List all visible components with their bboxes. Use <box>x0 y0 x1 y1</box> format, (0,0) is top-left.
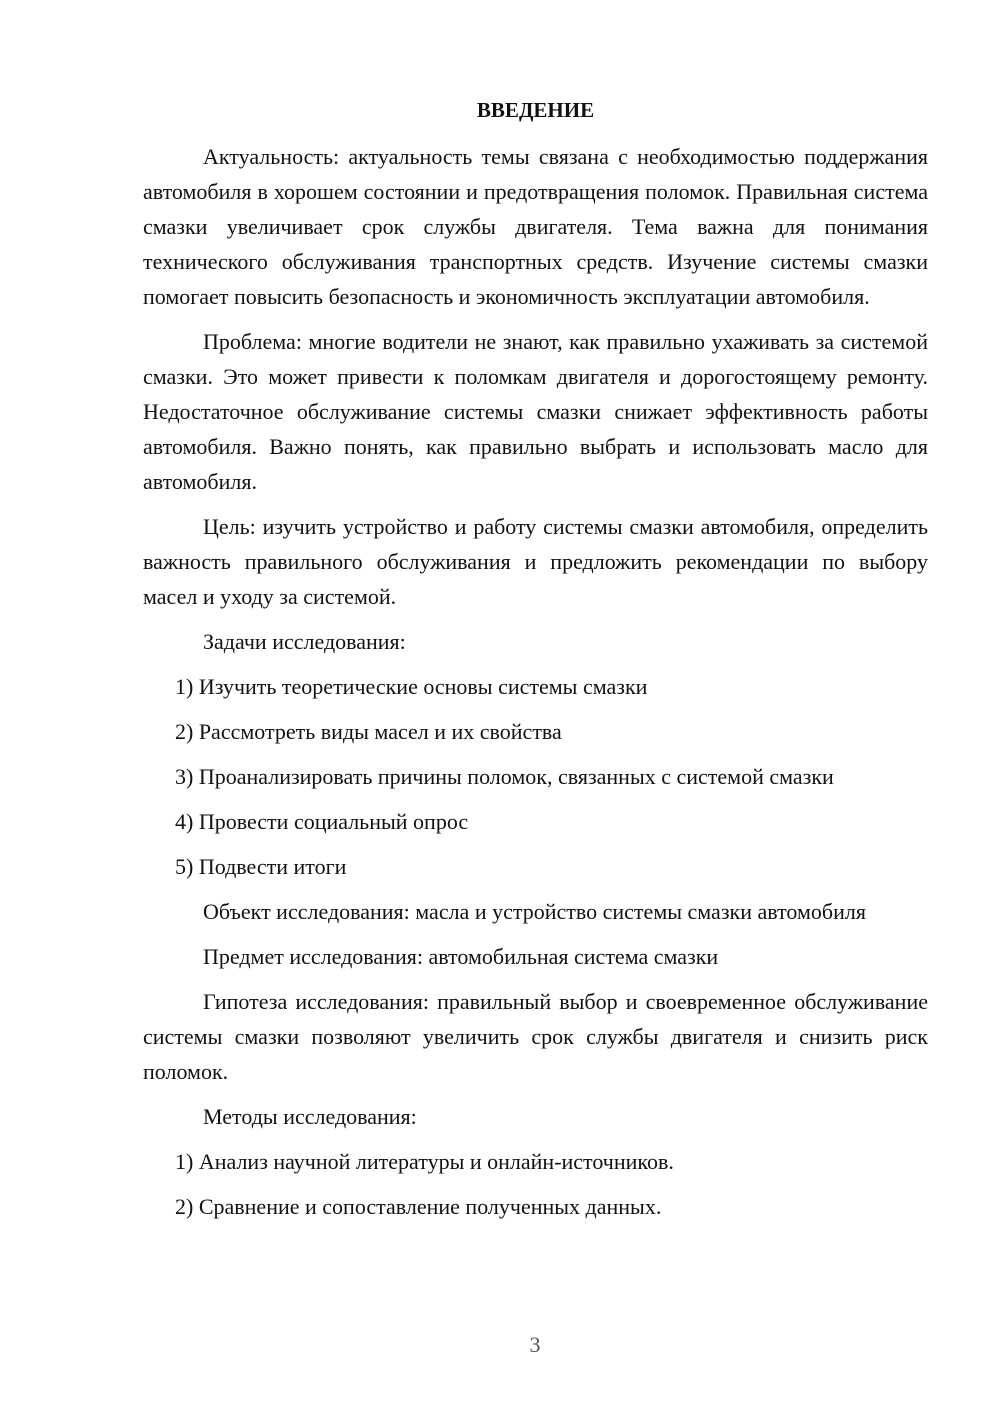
method-item-2: 2) Сравнение и сопоставление полученных данных. <box>175 1194 662 1219</box>
page-content <box>143 95 928 1234</box>
task-item-3: 3) Проанализировать причины поломок, связанных с системой смазки <box>175 764 834 789</box>
task-item-5: 5) Подвести итоги <box>175 854 347 879</box>
paragraph-goal: Цель: изучить устройство и работу системы смазки автомобиля, определить важность правильного обслуживания и предложить рекомендации по выбору масел и уходу за системой. <box>143 514 928 609</box>
tasks-list <box>143 669 928 884</box>
page-number: 3 <box>529 1332 541 1357</box>
paragraph-problem: Проблема: многие водители не знают, как правильно ухаживать за системой смазки. Это может привести к поломкам двигателя и дорогостоящему ремонту. Недостаточное обслуживание системы смазки снижает эффективность работы автомобиля. Важно понять, как правильно выбрать и использовать масло для автомобиля. <box>143 329 928 494</box>
methods-list <box>143 1144 928 1224</box>
methods-label: Методы исследования: <box>203 1104 417 1129</box>
task-item-2: 2) Рассмотреть виды масел и их свойства <box>175 719 562 744</box>
section-heading: ВВЕДЕНИЕ <box>476 98 595 122</box>
paragraph-subject: Предмет исследования: автомобильная система смазки <box>203 944 719 969</box>
method-item-1: 1) Анализ научной литературы и онлайн-источников. <box>175 1149 674 1174</box>
task-item-1: 1) Изучить теоретические основы системы смазки <box>175 674 648 699</box>
task-item-4: 4) Провести социальный опрос <box>175 809 469 834</box>
paragraph-object: Объект исследования: масла и устройство системы смазки автомобиля <box>203 899 866 924</box>
paragraph-hypothesis: Гипотеза исследования: правильный выбор и своевременное обслуживание системы смазки позволяют увеличить срок службы двигателя и снизить риск поломок. <box>143 989 928 1084</box>
tasks-label: Задачи исследования: <box>203 629 406 654</box>
paragraph-relevance: Актуальность: актуальность темы связана с необходимостью поддержания автомобиля в хорошем состоянии и предотвращения поломок. Правильная система смазки увеличивает срок службы двигателя. Тема важна для понимания технического обслуживания транспортных средств. Изучение системы смазки помогает повысить безопасность и экономичность эксплуатации автомобиля. <box>143 144 928 309</box>
